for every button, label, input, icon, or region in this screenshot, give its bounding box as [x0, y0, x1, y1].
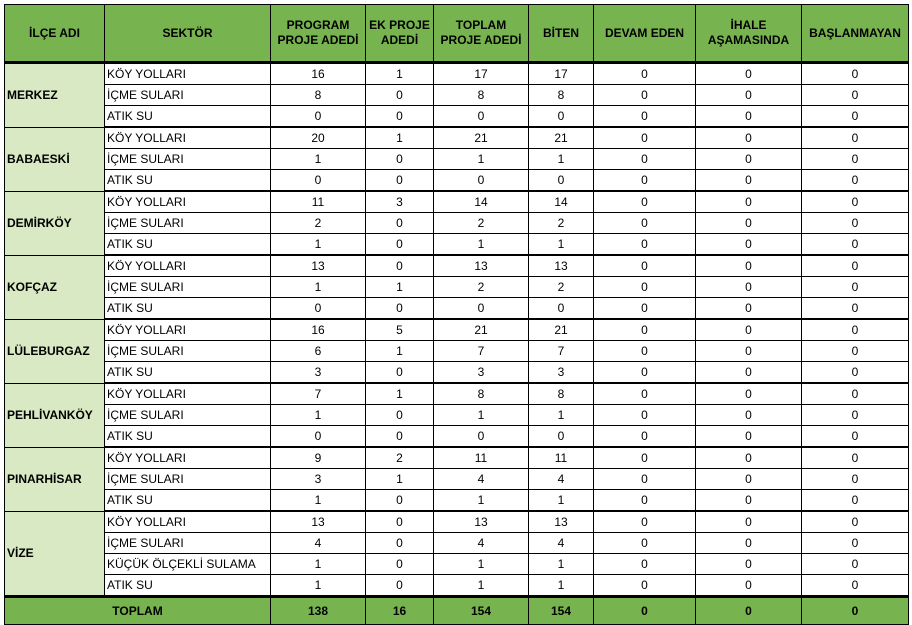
- sector-name: İÇME SULARI: [105, 149, 271, 170]
- cell-value: 0: [802, 234, 909, 256]
- cell-value: 0: [594, 469, 696, 490]
- table-row: [5, 255, 909, 277]
- cell-value: 0: [366, 298, 434, 320]
- district-name: PEHLİVANKÖY: [5, 383, 105, 447]
- cell-value: 0: [696, 511, 802, 533]
- cell-value: 0: [802, 575, 909, 597]
- cell-value: 0: [594, 234, 696, 256]
- district-name: KOFÇAZ: [5, 255, 105, 319]
- cell-value: 1: [271, 149, 366, 170]
- table-row: [5, 298, 909, 320]
- cell-value: 0: [366, 213, 434, 234]
- sector-name: KÖY YOLLARI: [105, 191, 271, 213]
- cell-value: 4: [271, 533, 366, 554]
- cell-value: 1: [434, 149, 529, 170]
- table-row: [5, 554, 909, 575]
- cell-value: 0: [594, 447, 696, 469]
- cell-value: 0: [594, 63, 696, 85]
- sector-name: İÇME SULARI: [105, 469, 271, 490]
- cell-value: 0: [529, 426, 594, 448]
- district-name: PINARHİSAR: [5, 447, 105, 511]
- cell-value: 8: [434, 383, 529, 405]
- cell-value: 1: [434, 234, 529, 256]
- cell-value: 21: [434, 319, 529, 341]
- cell-value: 1: [271, 490, 366, 512]
- sector-name: ATIK SU: [105, 362, 271, 384]
- cell-value: 0: [696, 426, 802, 448]
- cell-value: 0: [271, 298, 366, 320]
- header-total: TOPLAM PROJE ADEDİ: [434, 5, 529, 63]
- cell-value: 0: [802, 106, 909, 128]
- cell-value: 0: [696, 447, 802, 469]
- cell-value: 0: [696, 298, 802, 320]
- cell-value: 0: [802, 319, 909, 341]
- table-row: [5, 447, 909, 469]
- cell-value: 0: [802, 383, 909, 405]
- table-row: [5, 383, 909, 405]
- total-value: 154: [529, 597, 594, 625]
- cell-value: 0: [366, 554, 434, 575]
- header-ongoing: DEVAM EDEN: [594, 5, 696, 63]
- sector-name: KÖY YOLLARI: [105, 63, 271, 85]
- cell-value: 16: [271, 63, 366, 85]
- table-row: [5, 405, 909, 426]
- cell-value: 3: [529, 362, 594, 384]
- total-value: 0: [802, 597, 909, 625]
- cell-value: 1: [366, 383, 434, 405]
- sector-name: KÖY YOLLARI: [105, 383, 271, 405]
- cell-value: 1: [271, 277, 366, 298]
- cell-value: 0: [594, 127, 696, 149]
- cell-value: 0: [594, 319, 696, 341]
- cell-value: 11: [529, 447, 594, 469]
- cell-value: 0: [696, 469, 802, 490]
- cell-value: 6: [271, 341, 366, 362]
- table-row: [5, 575, 909, 597]
- cell-value: 0: [529, 106, 594, 128]
- cell-value: 0: [434, 426, 529, 448]
- cell-value: 0: [802, 341, 909, 362]
- cell-value: 0: [802, 298, 909, 320]
- table-row: [5, 362, 909, 384]
- cell-value: 2: [271, 213, 366, 234]
- sector-name: ATIK SU: [105, 426, 271, 448]
- sector-name: İÇME SULARI: [105, 341, 271, 362]
- cell-value: 0: [594, 213, 696, 234]
- total-label: TOPLAM: [5, 597, 271, 625]
- cell-value: 1: [366, 341, 434, 362]
- cell-value: 0: [594, 533, 696, 554]
- cell-value: 0: [366, 426, 434, 448]
- cell-value: 0: [594, 191, 696, 213]
- table-row: [5, 63, 909, 85]
- cell-value: 0: [696, 191, 802, 213]
- cell-value: 7: [434, 341, 529, 362]
- table-row: [5, 127, 909, 149]
- table-row: [5, 85, 909, 106]
- total-value: 0: [696, 597, 802, 625]
- cell-value: 0: [594, 277, 696, 298]
- district-name: VİZE: [5, 511, 105, 597]
- cell-value: 0: [594, 255, 696, 277]
- table-row: [5, 191, 909, 213]
- cell-value: 0: [594, 426, 696, 448]
- cell-value: 0: [594, 405, 696, 426]
- cell-value: 1: [529, 554, 594, 575]
- table-row: [5, 213, 909, 234]
- cell-value: 0: [802, 63, 909, 85]
- cell-value: 0: [696, 554, 802, 575]
- sector-name: ATIK SU: [105, 170, 271, 192]
- cell-value: 20: [271, 127, 366, 149]
- sector-name: İÇME SULARI: [105, 85, 271, 106]
- sector-name: İÇME SULARI: [105, 533, 271, 554]
- cell-value: 1: [366, 63, 434, 85]
- cell-value: 1: [529, 405, 594, 426]
- cell-value: 0: [594, 490, 696, 512]
- cell-value: 4: [529, 469, 594, 490]
- cell-value: 0: [594, 85, 696, 106]
- cell-value: 13: [529, 511, 594, 533]
- cell-value: 0: [802, 149, 909, 170]
- cell-value: 0: [594, 106, 696, 128]
- cell-value: 0: [366, 490, 434, 512]
- cell-value: 0: [696, 319, 802, 341]
- table-body: [5, 63, 909, 597]
- table-row: [5, 511, 909, 533]
- cell-value: 0: [366, 405, 434, 426]
- cell-value: 1: [529, 490, 594, 512]
- cell-value: 1: [434, 490, 529, 512]
- cell-value: 2: [434, 213, 529, 234]
- header-district: İLÇE ADI: [5, 5, 105, 63]
- cell-value: 3: [271, 469, 366, 490]
- cell-value: 0: [271, 106, 366, 128]
- cell-value: 0: [434, 170, 529, 192]
- cell-value: 21: [529, 127, 594, 149]
- sector-name: İÇME SULARI: [105, 213, 271, 234]
- cell-value: 3: [271, 362, 366, 384]
- cell-value: 13: [434, 511, 529, 533]
- cell-value: 0: [271, 426, 366, 448]
- cell-value: 0: [696, 170, 802, 192]
- cell-value: 17: [529, 63, 594, 85]
- cell-value: 0: [366, 533, 434, 554]
- sector-name: KÖY YOLLARI: [105, 127, 271, 149]
- cell-value: 0: [696, 277, 802, 298]
- cell-value: 1: [366, 277, 434, 298]
- sector-name: KÖY YOLLARI: [105, 447, 271, 469]
- header-tender: İHALE AŞAMASINDA: [696, 5, 802, 63]
- total-value: 16: [366, 597, 434, 625]
- cell-value: 13: [271, 511, 366, 533]
- cell-value: 0: [366, 106, 434, 128]
- sector-name: İÇME SULARI: [105, 277, 271, 298]
- cell-value: 1: [271, 405, 366, 426]
- cell-value: 0: [366, 149, 434, 170]
- cell-value: 0: [594, 362, 696, 384]
- cell-value: 14: [434, 191, 529, 213]
- cell-value: 0: [366, 362, 434, 384]
- project-table: [4, 4, 909, 625]
- cell-value: 21: [529, 319, 594, 341]
- table-row: [5, 234, 909, 256]
- cell-value: 0: [802, 191, 909, 213]
- cell-value: 0: [594, 511, 696, 533]
- cell-value: 0: [594, 575, 696, 597]
- sector-name: İÇME SULARI: [105, 405, 271, 426]
- cell-value: 0: [802, 85, 909, 106]
- cell-value: 0: [802, 277, 909, 298]
- cell-value: 0: [696, 127, 802, 149]
- cell-value: 2: [529, 213, 594, 234]
- cell-value: 4: [529, 533, 594, 554]
- cell-value: 3: [366, 191, 434, 213]
- table-row: [5, 341, 909, 362]
- cell-value: 0: [594, 149, 696, 170]
- cell-value: 0: [802, 511, 909, 533]
- cell-value: 21: [434, 127, 529, 149]
- cell-value: 1: [271, 554, 366, 575]
- cell-value: 2: [434, 277, 529, 298]
- cell-value: 0: [802, 255, 909, 277]
- district-name: DEMİRKÖY: [5, 191, 105, 255]
- cell-value: 0: [696, 106, 802, 128]
- header-extra: EK PROJE ADEDİ: [366, 5, 434, 63]
- cell-value: 13: [434, 255, 529, 277]
- total-value: 0: [594, 597, 696, 625]
- cell-value: 0: [696, 85, 802, 106]
- cell-value: 1: [366, 127, 434, 149]
- cell-value: 0: [802, 170, 909, 192]
- cell-value: 0: [696, 234, 802, 256]
- cell-value: 0: [802, 213, 909, 234]
- cell-value: 0: [594, 554, 696, 575]
- cell-value: 13: [271, 255, 366, 277]
- sector-name: ATIK SU: [105, 106, 271, 128]
- cell-value: 4: [434, 533, 529, 554]
- cell-value: 9: [271, 447, 366, 469]
- district-name: MERKEZ: [5, 63, 105, 128]
- cell-value: 0: [696, 63, 802, 85]
- table-row: [5, 469, 909, 490]
- sector-name: ATIK SU: [105, 234, 271, 256]
- cell-value: 0: [696, 149, 802, 170]
- cell-value: 0: [696, 255, 802, 277]
- cell-value: 0: [594, 298, 696, 320]
- cell-value: 7: [529, 341, 594, 362]
- cell-value: 0: [594, 383, 696, 405]
- cell-value: 1: [271, 575, 366, 597]
- header-row: [5, 5, 909, 63]
- cell-value: 1: [271, 234, 366, 256]
- cell-value: 0: [366, 234, 434, 256]
- cell-value: 1: [529, 234, 594, 256]
- sector-name: ATIK SU: [105, 575, 271, 597]
- cell-value: 0: [366, 511, 434, 533]
- cell-value: 0: [802, 127, 909, 149]
- header-completed: BİTEN: [529, 5, 594, 63]
- cell-value: 0: [434, 106, 529, 128]
- cell-value: 5: [366, 319, 434, 341]
- sector-name: ATIK SU: [105, 298, 271, 320]
- cell-value: 0: [529, 170, 594, 192]
- cell-value: 0: [696, 575, 802, 597]
- table-row: [5, 319, 909, 341]
- cell-value: 1: [529, 575, 594, 597]
- cell-value: 0: [696, 362, 802, 384]
- cell-value: 2: [529, 277, 594, 298]
- cell-value: 0: [366, 255, 434, 277]
- cell-value: 1: [434, 554, 529, 575]
- cell-value: 0: [366, 170, 434, 192]
- cell-value: 13: [529, 255, 594, 277]
- cell-value: 0: [696, 383, 802, 405]
- table-row: [5, 277, 909, 298]
- cell-value: 0: [696, 213, 802, 234]
- cell-value: 0: [696, 490, 802, 512]
- table-row: [5, 490, 909, 512]
- cell-value: 1: [434, 575, 529, 597]
- header-not-started: BAŞLANMAYAN: [802, 5, 909, 63]
- sector-name: KÖY YOLLARI: [105, 319, 271, 341]
- cell-value: 11: [434, 447, 529, 469]
- district-name: BABAESKİ: [5, 127, 105, 191]
- cell-value: 16: [271, 319, 366, 341]
- cell-value: 0: [802, 426, 909, 448]
- cell-value: 0: [802, 490, 909, 512]
- cell-value: 0: [802, 533, 909, 554]
- cell-value: 1: [434, 405, 529, 426]
- cell-value: 17: [434, 63, 529, 85]
- total-row: [5, 597, 909, 625]
- cell-value: 0: [802, 554, 909, 575]
- sector-name: ATIK SU: [105, 490, 271, 512]
- cell-value: 3: [434, 362, 529, 384]
- cell-value: 0: [802, 469, 909, 490]
- table-row: [5, 426, 909, 448]
- cell-value: 0: [529, 298, 594, 320]
- cell-value: 2: [366, 447, 434, 469]
- cell-value: 0: [366, 85, 434, 106]
- cell-value: 14: [529, 191, 594, 213]
- cell-value: 0: [696, 533, 802, 554]
- table-row: [5, 533, 909, 554]
- district-name: LÜLEBURGAZ: [5, 319, 105, 383]
- cell-value: 7: [271, 383, 366, 405]
- cell-value: 4: [434, 469, 529, 490]
- sector-name: KÖY YOLLARI: [105, 511, 271, 533]
- cell-value: 0: [696, 341, 802, 362]
- cell-value: 0: [271, 170, 366, 192]
- cell-value: 8: [529, 383, 594, 405]
- total-value: 138: [271, 597, 366, 625]
- cell-value: 8: [271, 85, 366, 106]
- cell-value: 0: [366, 575, 434, 597]
- cell-value: 1: [366, 469, 434, 490]
- table-row: [5, 106, 909, 128]
- cell-value: 0: [594, 341, 696, 362]
- cell-value: 0: [594, 170, 696, 192]
- sector-name: KÖY YOLLARI: [105, 255, 271, 277]
- cell-value: 0: [802, 362, 909, 384]
- total-value: 154: [434, 597, 529, 625]
- cell-value: 0: [802, 447, 909, 469]
- cell-value: 1: [529, 149, 594, 170]
- sector-name: KÜÇÜK ÖLÇEKLİ SULAMA: [105, 554, 271, 575]
- cell-value: 0: [696, 405, 802, 426]
- cell-value: 11: [271, 191, 366, 213]
- cell-value: 8: [529, 85, 594, 106]
- cell-value: 0: [434, 298, 529, 320]
- header-sector: SEKTÖR: [105, 5, 271, 63]
- table-row: [5, 170, 909, 192]
- table-row: [5, 149, 909, 170]
- cell-value: 0: [802, 405, 909, 426]
- cell-value: 8: [434, 85, 529, 106]
- header-program: PROGRAM PROJE ADEDİ: [271, 5, 366, 63]
